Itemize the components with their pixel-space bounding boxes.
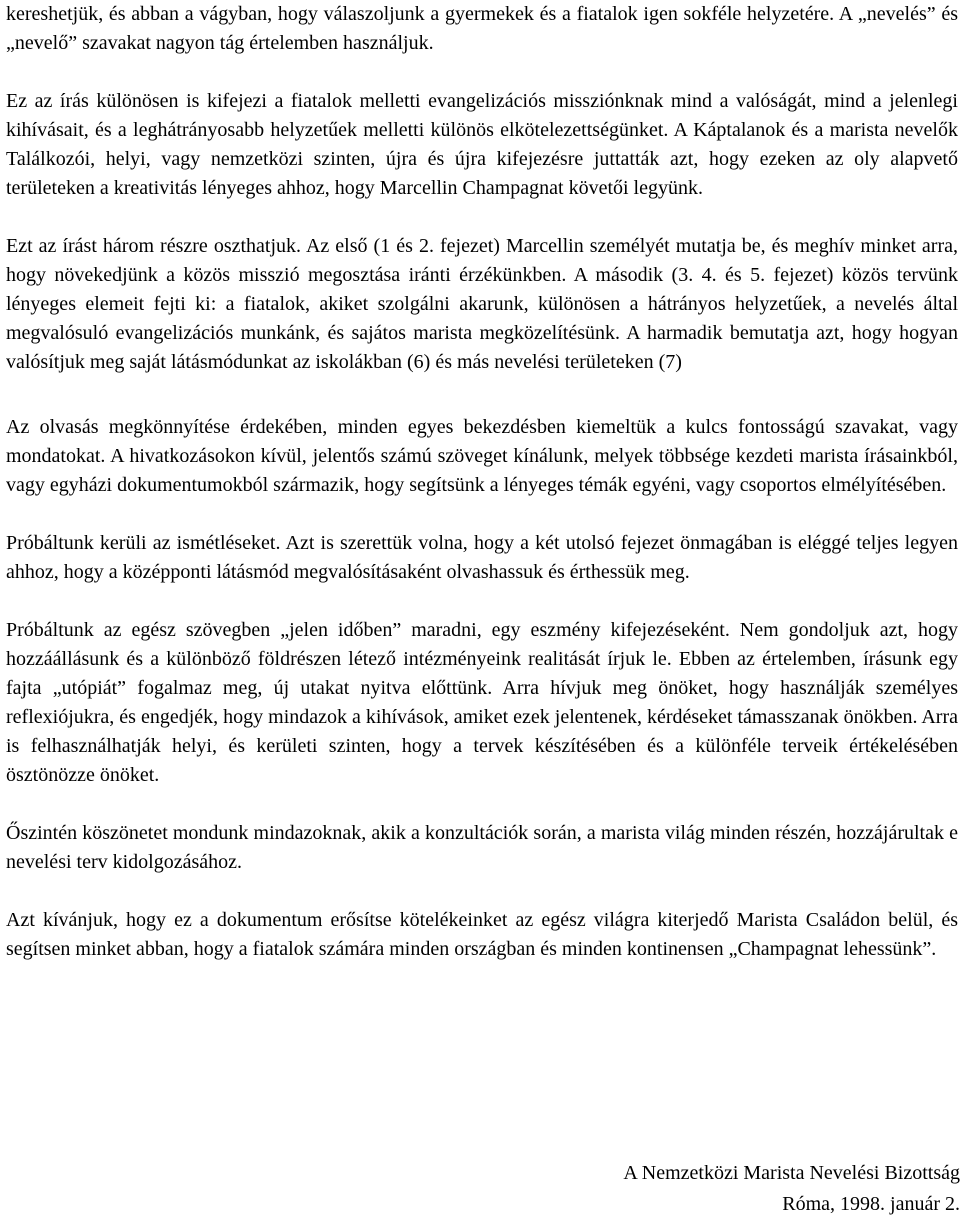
paragraph-spacer [6,790,958,819]
paragraph-spacer [6,500,958,529]
signature-block [623,1158,960,1220]
paragraph-spacer [6,58,958,87]
paragraph-structure: Ezt az írást három részre oszthatjuk. Az első (1 és 2. fejezet) Marcellin személyét mutatja be, és meghív minket arra, hogy növekedjünk a közös misszió megosztása iránti érzékünkben. A második (3. 4. és 5. fejezet) közös tervünk lényeges elemeit fejti ki: a fiatalok, akiket szolgálni akarunk, különösen a hátrányos helyzetűek, a nevelés által megvalósuló evangelizációs munkánk, és sajátos marista megközelítésünk. A harmadik bemutatja azt, hogy hogyan valósítjuk meg saját látásmódunkat az iskolákban (6) és más nevelési területeken (7) [6,235,958,373]
paragraph-spacer [6,203,958,232]
paragraph-present-tense: Próbáltunk az egész szövegben „jelen időben” maradni, egy eszmény kifejezéseként. Nem gondoljuk azt, hogy hozzáállásunk és a különböző földrészen létező intézményeink realitását írjuk le. Ebben az értelemben, írásunk egy fajta „utópiát” fogalmaz meg, új utakat nyitva előttünk. Arra hívjuk meg önöket, hogy használják személyes reflexiójukra, és engedjék, hogy mindazok a kihívások, amiket ezek jelentenek, kérdéseket támasszanak önökben. Arra is felhasználhatják helyi, és kerületi szinten, hogy a tervek készítésében és a különféle terveik értékelésében ösztönözze önöket. [6,619,958,786]
paragraph-wish: Azt kívánjuk, hogy ez a dokumentum erősítse kötelékeinket az egész világra kiterjedő Marista Családon belül, és segítsen minket abban, hogy a fiatalok számára minden országban és minden kontinensen „Champagnat lehessünk”. [6,909,958,960]
paragraph-mission: Ez az írás különösen is kifejezi a fiatalok melletti evangelizációs missziónknak mind a valóságát, mind a jelenlegi kihívásait, és a leghátrányosabb helyzetűek melletti különös elkötelezettségünket. A Káptalanok és a marista nevelők Találkozói, helyi, vagy nemzetközi szinten, újra és újra kifejezésre juttatták azt, hogy ezeken az oly alapvető területeken a kreativitás lényeges ahhoz, hogy Marcellin Champagnat követői legyünk. [6,90,958,199]
signature-place-date: Róma, 1998. január 2. [782,1193,960,1215]
paragraph-thanks: Őszintén köszönetet mondunk mindazoknak, akik a konzultációk során, a marista világ minden részén, hozzájárultak e nevelési terv kidolgozásához. [6,822,958,873]
signature-author: A Nemzetközi Marista Nevelési Bizottság [623,1162,960,1184]
paragraph-spacer [6,877,958,906]
document-body [6,0,958,964]
paragraph-spacer [6,377,958,413]
paragraph-reading-aid: Az olvasás megkönnyítése érdekében, minden egyes bekezdésben kiemeltük a kulcs fontosságú szavakat, vagy mondatokat. A hivatkozásokon kívül, jelentős számú szöveget kínálunk, melyek többsége kezdeti marista írásainkból, vagy egyházi dokumentumokból származik, hogy segítsünk a lényeges témák egyéni, vagy csoportos elmélyítésében. [6,416,958,496]
paragraph-repetition: Próbáltunk kerüli az ismétléseket. Azt is szerettük volna, hogy a két utolsó fejezet önmagában is eléggé teljes legyen ahhoz, hogy a középponti látásmód megvalósításaként olvashassuk és érthessük meg. [6,532,958,583]
paragraph-spacer [6,587,958,616]
paragraph-intro-continuation: kereshetjük, és abban a vágyban, hogy válaszoljunk a gyermekek és a fiatalok igen sokféle helyzetére. A „nevelés” és „nevelő” szavakat nagyon tág értelemben használjuk. [6,3,958,54]
